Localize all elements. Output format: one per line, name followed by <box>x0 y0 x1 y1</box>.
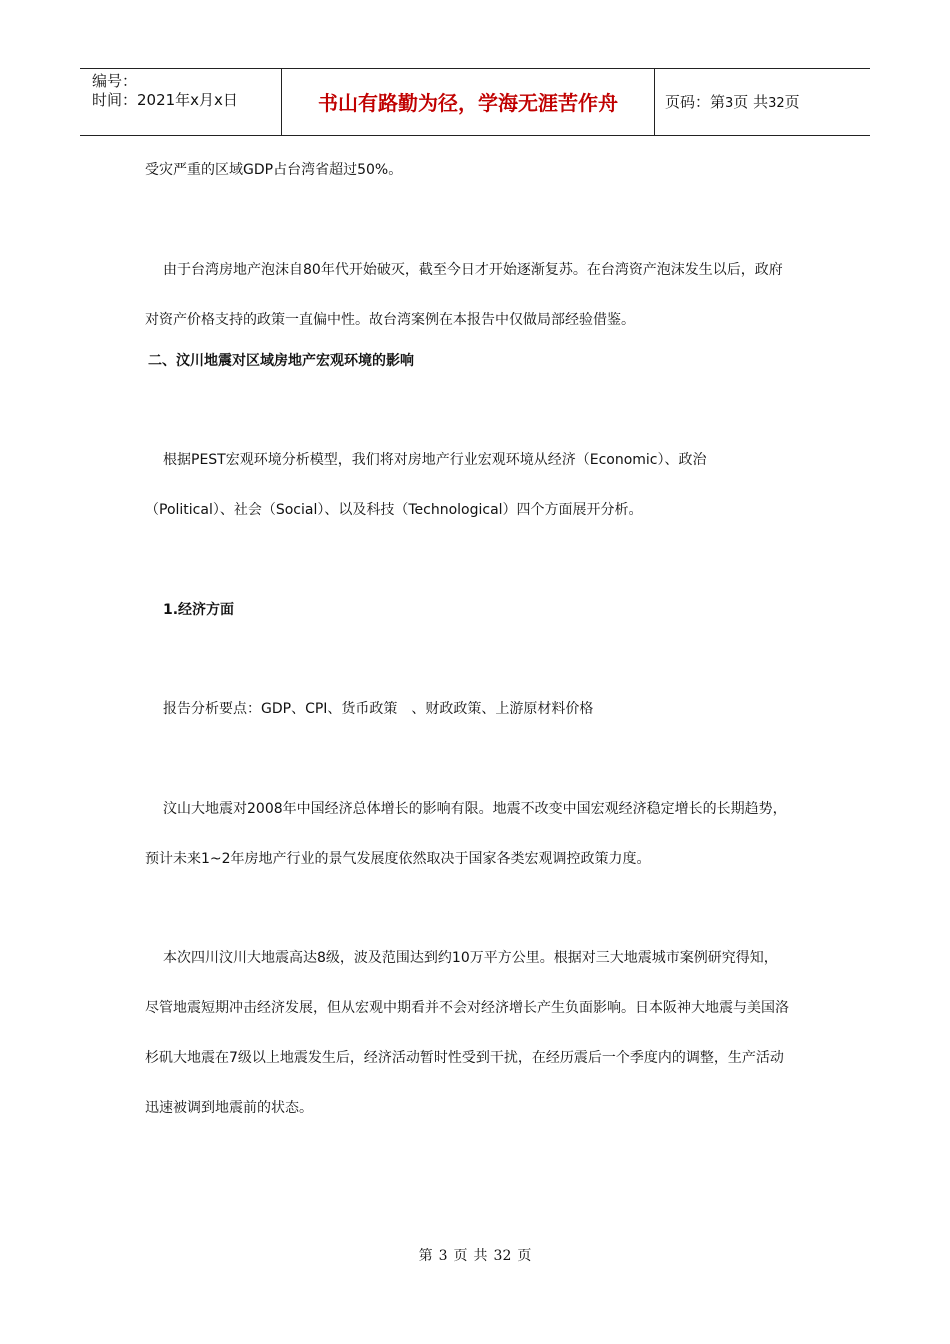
footer-page-total: 32 <box>493 1248 512 1264</box>
page-prefix: 页码：第 <box>665 93 726 111</box>
paragraph-pest-line-1: 根据PEST宏观环境分析模型，我们将对房地产行业宏观环境从经济（Economic）、政治 <box>163 452 707 468</box>
paragraph-analysis-points: 报告分析要点：GDP、CPI、货币政策 、财政政策、上游原材料价格 <box>163 701 594 717</box>
page-total: 32 <box>768 96 785 111</box>
header-page-cell <box>655 69 870 135</box>
paragraph-taiwan-line-1: 由于台湾房地产泡沫自80年代开始破灭，截至今日才开始逐渐复苏。在台湾资产泡沫发生以后，政府 <box>163 262 783 278</box>
page-middle: 页 共 <box>733 93 769 111</box>
paragraph-earthquake-line-3: 杉矶大地震在7级以上地震发生后，经济活动暂时性受到干扰，在经历震后一个季度内的调整，生产活动 <box>145 1050 784 1066</box>
footer-page-number: 3 <box>438 1248 448 1264</box>
paragraph-pest-line-2: （Political）、社会（Social）、以及科技（Technological）四个方面展开分析。 <box>145 502 643 518</box>
footer-word-gong: 共 <box>473 1248 488 1264</box>
footer-word-ye-2: 页 <box>517 1248 532 1264</box>
paragraph-taiwan-line-2: 对资产价格支持的政策一直偏中性。故台湾案例在本报告中仅做局部经验借鉴。 <box>145 312 635 328</box>
footer-word-di: 第 <box>418 1248 433 1264</box>
header-motto: 书山有路勤为径，学海无涯苦作舟 <box>318 91 618 115</box>
document-date-label: 时间：2021年x月x日 <box>92 91 238 109</box>
paragraph-earthquake-line-2: 尽管地震短期冲击经济发展，但从宏观中期看并不会对经济增长产生负面影响。日本阪神大地震与美国洛 <box>145 1000 789 1016</box>
header-info-cell <box>80 69 282 135</box>
paragraph-earthquake-line-1: 本次四川汶川大地震高达8级，波及范围达到约10万平方公里。根据对三大地震城市案例研究得知， <box>163 950 778 966</box>
paragraph-earthquake-line-4: 迅速被调到地震前的状态。 <box>145 1100 313 1116</box>
header-page-info <box>665 93 800 113</box>
paragraph-economy-line-2: 预计未来1~2年房地产行业的景气发展度依然取决于国家各类宏观调控政策力度。 <box>145 851 651 867</box>
page-header <box>80 68 870 136</box>
page-suffix: 页 <box>784 93 800 111</box>
paragraph-gdp-share: 受灾严重的区域GDP占台湾省超过50%。 <box>145 162 403 178</box>
paragraph-economy-line-1: 汶山大地震对2008年中国经济总体增长的影响有限。地震不改变中国宏观经济稳定增长的长期趋势， <box>163 801 787 817</box>
document-number-label: 编号： <box>92 72 138 90</box>
subsection-heading: 1.经济方面 <box>163 602 235 618</box>
page-footer <box>0 1246 950 1266</box>
section-heading: 二、汶川地震对区域房地产宏观环境的影响 <box>148 353 414 369</box>
header-motto-cell <box>282 69 655 135</box>
footer-word-ye: 页 <box>453 1248 468 1264</box>
page-number: 3 <box>725 96 734 111</box>
